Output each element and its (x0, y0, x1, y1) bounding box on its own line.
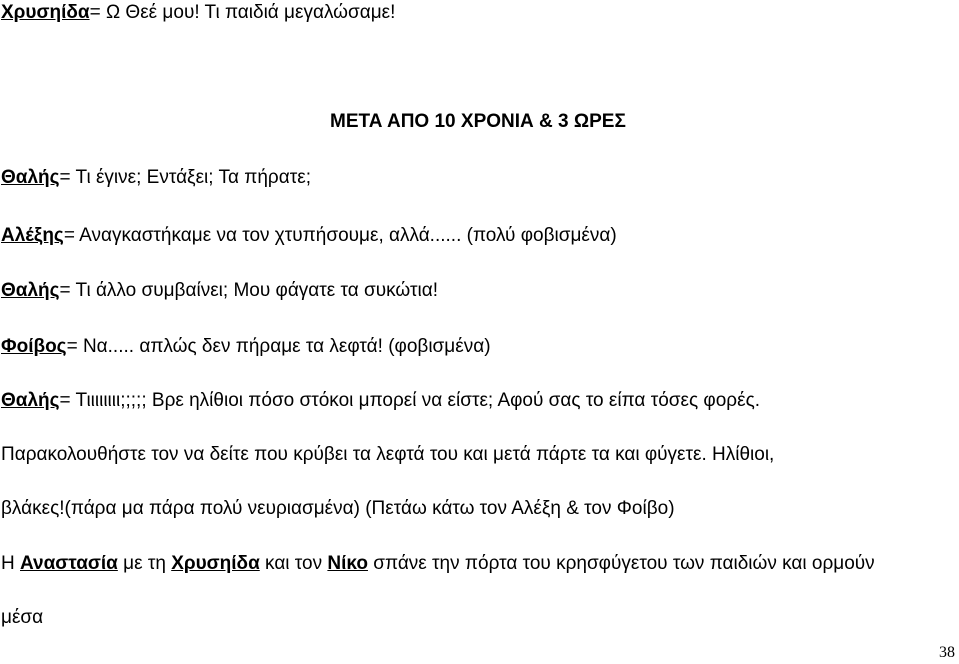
dialogue-line-2 (1, 166, 311, 190)
section-heading: ΜΕΤΑ ΑΠΟ 10 ΧΡΟΝΙΑ & 3 ΩΡΕΣ (330, 111, 626, 132)
speaker-name: Θαλής (1, 167, 60, 188)
dialogue-text: = Ω Θεέ μου! Τι παιδιά μεγαλώσαμε! (89, 2, 396, 23)
dialogue-line-6 (1, 389, 760, 413)
speaker-name: Θαλής (1, 390, 60, 411)
dialogue-text: = Τι έγινε; Εντάξει; Τα πήρατε; (59, 167, 311, 188)
page-number: 38 (939, 644, 955, 661)
speaker-name: Χρυσηίδα (1, 2, 90, 23)
dialogue-line-1 (1, 1, 395, 25)
stage-direction-line (1, 552, 875, 576)
speaker-name: Φοίβος (1, 336, 67, 357)
direction-text: Η (1, 553, 20, 574)
dialogue-text: = Τι άλλο συμβαίνει; Μου φάγατε τα συκώτια! (59, 280, 438, 301)
dialogue-text: = Αναγκαστήκαμε να τον χτυπήσουμε, αλλά...... (πολύ φοβισμένα) (63, 225, 617, 246)
direction-text: και τον (259, 553, 328, 574)
dialogue-line-7: Παρακολουθήστε τον να δείτε που κρύβει τα λεφτά του και μετά πάρτε τα και φύγετε. Ηλίθιοι, (1, 444, 775, 465)
speaker-name: Αλέξης (1, 225, 64, 246)
stage-direction-continuation: μέσα (1, 607, 44, 628)
dialogue-line-3 (1, 224, 617, 248)
character-name-anastasia: Αναστασία (20, 553, 118, 574)
dialogue-text: = Να..... απλώς δεν πήραμε τα λεφτά! (φοβισμένα) (66, 336, 491, 357)
character-name-chryseis: Χρυσηίδα (171, 553, 260, 574)
direction-text: με τη (117, 553, 172, 574)
direction-text: σπάνε την πόρτα του κρησφύγετου των παιδιών και ορμούν (367, 553, 875, 574)
character-name-nikos: Νίκο (327, 553, 368, 574)
dialogue-line-8: βλάκες!(πάρα μα πάρα πολύ νευριασμένα) (Πετάω κάτω τον Αλέξη & τον Φοίβο) (1, 498, 675, 519)
dialogue-line-4 (1, 279, 438, 303)
dialogue-text: = Τιιιιιιιι;;;;; Βρε ηλίθιοι πόσο στόκοι μπορεί να είστε; Αφού σας το είπα τόσες φορές. (59, 390, 761, 411)
dialogue-line-5 (1, 335, 491, 359)
speaker-name: Θαλής (1, 280, 60, 301)
